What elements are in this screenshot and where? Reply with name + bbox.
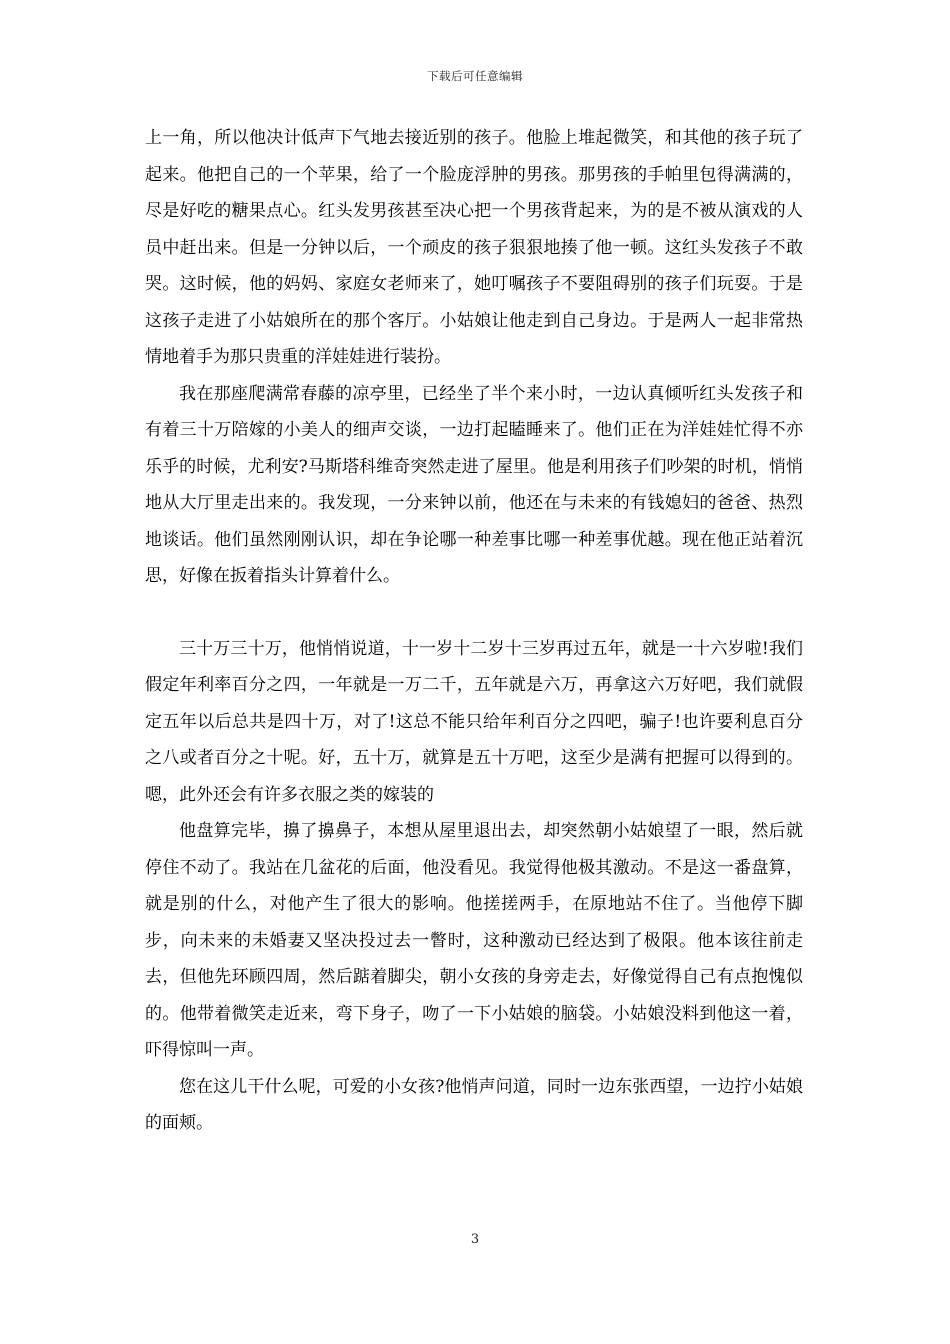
page-header: 下载后可任意编辑 <box>427 69 523 83</box>
paragraph-1: 上一角，所以他决计低声下气地去接近别的孩子。他脸上堆起微笑，和其他的孩子玩了起来。他把自己的一个苹果，给了一个脸庞浮肿的男孩。那男孩的手帕里包得满满的，尽是好吃的糖果点心。红头发男孩甚至决心把一个男孩背起来，为的是不被从演戏的人员中赶出来。但是一分钟以后，一个顽皮的孩子狠狠地揍了他一顿。这红头发孩子不敢哭。这时候，他的妈妈、家庭女老师来了，她叮嘱孩子不要阻碍别的孩子们玩耍。于是这孩子走进了小姑娘所在的那个客厅。小姑娘让他走到自己身边。于是两人一起非常热情地着手为那只贵重的洋娃娃进行装扮。 <box>145 128 803 367</box>
paragraph-5: 您在这儿干什么呢，可爱的小女孩?他悄声问道，同时一边东张西望，一边拧小姑娘的面颊。 <box>145 1076 803 1133</box>
page-number: 3 <box>470 1232 480 1247</box>
paragraph-4: 他盘算完毕，擤了擤鼻子，本想从屋里退出去，却突然朝小姑娘望了一眼，然后就停住不动了。我站在几盆花的后面，他没看见。我觉得他极其激动。不是这一番盘算，就是别的什么，对他产生了很大的影响。他搓搓两手，在原地站不住了。当他停下脚步，向未来的未婚妻又坚决投过去一瞥时，这种激动已经达到了极限。他本该往前走去，但他先环顾四周，然后踮着脚尖，朝小女孩的身旁走去，好像觉得自己有点抱愧似的。他带着微笑走近来，弯下身子，吻了一下小姑娘的脑袋。小姑娘没料到他这一着，吓得惊叫一声。 <box>145 821 803 1060</box>
document-body <box>145 120 803 1142</box>
paragraph-3: 三十万三十万，他悄悄说道，十一岁十二岁十三岁再过五年，就是一十六岁啦!我们假定年利率百分之四，一年就是一万二千，五年就是六万，再拿这六万好吧，我们就假定五年以后总共是四十万，对了!这总不能只给年利百分之四吧，骗子!也许要利息百分之八或者百分之十呢。好，五十万，就算是五十万吧，这至少是满有把握可以得到的。嗯，此外还会有许多衣服之类的嫁装的 <box>145 638 803 805</box>
paragraph-spacer <box>145 595 803 631</box>
paragraph-2: 我在那座爬满常春藤的凉亭里，已经坐了半个来小时，一边认真倾听红头发孩子和有着三十万陪嫁的小美人的细声交谈，一边打起瞌睡来了。他们正在为洋娃娃忙得不亦乐乎的时候，尤利安?马斯塔科维奇突然走进了屋里。他是利用孩子们吵架的时机，悄悄地从大厅里走出来的。我发现，一分来钟以前，他还在与未来的有钱媳妇的爸爸、热烈地谈话。他们虽然刚刚认识，却在争论哪一种差事比哪一种差事优越。现在他正站着沉思，好像在扳着指头计算着什么。 <box>145 383 803 586</box>
